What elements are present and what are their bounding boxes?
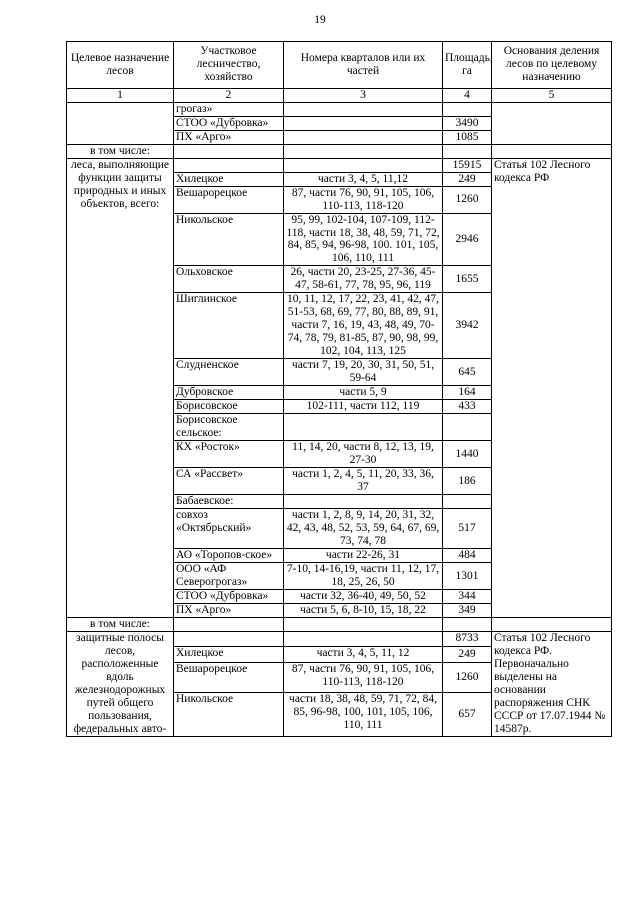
forestry-cell: грогаз» bbox=[174, 102, 284, 116]
quarters-cell: 10, 11, 12, 17, 22, 23, 41, 42, 47, 51-53, 68, 69, 77, 80, 88, 89, 91, части 7, 16, 19, 43, 48, 49, 70-74, 78, 79, 81-85, 87, 90, 98, 99, 102, 104, 113, 125 bbox=[284, 293, 443, 359]
column-number: 2 bbox=[174, 88, 284, 102]
column-number-row bbox=[67, 88, 612, 102]
header-area: Площадь, га bbox=[443, 42, 492, 89]
quarters-cell: части 1, 2, 4, 5, 11, 20, 33, 36, 37 bbox=[284, 468, 443, 495]
forestry-cell: ПХ «Арго» bbox=[174, 130, 284, 144]
quarters-cell: части 22-26, 31 bbox=[284, 549, 443, 563]
quarters-cell: части 3, 4, 5, 11, 12 bbox=[284, 647, 443, 662]
forestry-cell: совхоз «Октябрьский» bbox=[174, 509, 284, 549]
basis-cell bbox=[492, 102, 612, 144]
forestry-cell: Никольское bbox=[174, 213, 284, 266]
area-cell: 645 bbox=[443, 359, 492, 386]
table-row bbox=[67, 102, 612, 116]
purpose-cell bbox=[67, 102, 174, 144]
area-cell: 249 bbox=[443, 647, 492, 662]
header-forestry: Участковое лесничество, хозяйство bbox=[174, 42, 284, 89]
quarters-cell: части 7, 19, 20, 30, 31, 50, 51, 59-64 bbox=[284, 359, 443, 386]
section-total: 8733 bbox=[443, 632, 492, 647]
forestry-cell: Ольховское bbox=[174, 266, 284, 293]
area-cell bbox=[443, 414, 492, 441]
quarters-cell: части 5, 9 bbox=[284, 386, 443, 400]
purpose-cell: защитные полосы лесов, расположенные вдоль железнодорожных путей общего пользования, федеральных авто- bbox=[67, 632, 174, 737]
column-number: 3 bbox=[284, 88, 443, 102]
section-total: 15915 bbox=[443, 158, 492, 172]
area-cell bbox=[443, 495, 492, 509]
forestry-cell: Вешарорецкое bbox=[174, 662, 284, 692]
area-cell: 1085 bbox=[443, 130, 492, 144]
forestry-cell: Хилецкое bbox=[174, 647, 284, 662]
section-label: в том числе: bbox=[67, 144, 174, 158]
forestry-cell: ПХ «Арго» bbox=[174, 604, 284, 618]
column-number: 1 bbox=[67, 88, 174, 102]
forestry-cell: ООО «АФ Северогрогаз» bbox=[174, 563, 284, 590]
area-cell: 657 bbox=[443, 692, 492, 736]
area-cell: 2946 bbox=[443, 213, 492, 266]
forestry-cell: Дубровское bbox=[174, 386, 284, 400]
area-cell: 164 bbox=[443, 386, 492, 400]
forestry-cell: КХ «Росток» bbox=[174, 441, 284, 468]
forestry-cell: Хилецкое bbox=[174, 172, 284, 186]
forestry-cell: АО «Торопов-ское» bbox=[174, 549, 284, 563]
area-cell: 433 bbox=[443, 400, 492, 414]
column-number: 5 bbox=[492, 88, 612, 102]
basis-cell: Статья 102 Лесного кодекса РФ. Первоначально выделены на основании распоряжения СНК СССР от 17.07.1944 № 14587р. bbox=[492, 632, 612, 737]
area-cell: 186 bbox=[443, 468, 492, 495]
quarters-cell: 26, части 20, 23-25, 27-36, 45-47, 58-61, 77, 78, 95, 96, 119 bbox=[284, 266, 443, 293]
purpose-cell: леса, выполняющие функции защиты природных и иных объектов, всего: bbox=[67, 158, 174, 617]
header-quarters: Номера кварталов или их частей bbox=[284, 42, 443, 89]
forestry-cell: Борисовское bbox=[174, 400, 284, 414]
forestry-cell: СА «Рассвет» bbox=[174, 468, 284, 495]
quarters-cell: части 18, 38, 48, 59, 71, 72, 84, 85, 96-98, 100, 101, 105, 106, 110, 111 bbox=[284, 692, 443, 736]
table-header-row bbox=[67, 42, 612, 89]
section-total-row bbox=[67, 632, 612, 647]
basis-cell: Статья 102 Лесного кодекса РФ bbox=[492, 158, 612, 617]
forestry-cell: СТОО «Дубровка» bbox=[174, 590, 284, 604]
area-cell: 1440 bbox=[443, 441, 492, 468]
section-total-row bbox=[67, 158, 612, 172]
section-label-row bbox=[67, 144, 612, 158]
quarters-cell bbox=[284, 116, 443, 130]
area-cell: 517 bbox=[443, 509, 492, 549]
area-cell: 3942 bbox=[443, 293, 492, 359]
column-number: 4 bbox=[443, 88, 492, 102]
area-cell: 1260 bbox=[443, 186, 492, 213]
header-purpose: Целевое назначение лесов bbox=[67, 42, 174, 89]
quarters-cell: части 1, 2, 8, 9, 14, 20, 31, 32, 42, 43, 48, 52, 53, 59, 64, 67, 69, 73, 74, 78 bbox=[284, 509, 443, 549]
quarters-cell bbox=[284, 130, 443, 144]
section-label: в том числе: bbox=[67, 618, 174, 632]
section-label-row bbox=[67, 618, 612, 632]
forestry-cell: Слудненское bbox=[174, 359, 284, 386]
page-number: 19 bbox=[314, 14, 326, 26]
area-cell: 1301 bbox=[443, 563, 492, 590]
quarters-cell bbox=[284, 495, 443, 509]
area-cell: 1260 bbox=[443, 662, 492, 692]
forestry-cell: СТОО «Дубровка» bbox=[174, 116, 284, 130]
quarters-cell: 95, 99, 102-104, 107-109, 112-118, части 18, 38, 48, 59, 71, 72, 84, 85, 94, 96-98, 100. 101, 105, 106, 110, 111 bbox=[284, 213, 443, 266]
quarters-cell bbox=[284, 102, 443, 116]
area-cell: 3490 bbox=[443, 116, 492, 130]
forestry-cell: Никольское bbox=[174, 692, 284, 736]
area-cell: 344 bbox=[443, 590, 492, 604]
quarters-cell: 87, части 76, 90, 91, 105, 106, 110-113, 118-120 bbox=[284, 662, 443, 692]
quarters-cell: части 5, 6, 8-10, 15, 18, 22 bbox=[284, 604, 443, 618]
area-cell: 1655 bbox=[443, 266, 492, 293]
quarters-cell: 87, части 76, 90, 91, 105, 106, 110-113, 118-120 bbox=[284, 186, 443, 213]
header-basis: Основания деления лесов по целевому назначению bbox=[492, 42, 612, 89]
quarters-cell: части 3, 4, 5, 11,12 bbox=[284, 172, 443, 186]
area-cell: 349 bbox=[443, 604, 492, 618]
area-cell bbox=[443, 102, 492, 116]
area-cell: 484 bbox=[443, 549, 492, 563]
forestry-cell: Шиглинское bbox=[174, 293, 284, 359]
quarters-cell: части 32, 36-40, 49, 50, 52 bbox=[284, 590, 443, 604]
quarters-cell bbox=[284, 414, 443, 441]
forestry-cell: Вешарорецкое bbox=[174, 186, 284, 213]
quarters-cell: 102-111, части 112, 119 bbox=[284, 400, 443, 414]
quarters-cell: 7-10, 14-16,19, части 11, 12, 17, 18, 25, 26, 50 bbox=[284, 563, 443, 590]
forest-allocation-table bbox=[66, 41, 612, 737]
quarters-cell: 11, 14, 20, части 8, 12, 13, 19, 27-30 bbox=[284, 441, 443, 468]
area-cell: 249 bbox=[443, 172, 492, 186]
forestry-cell: Борисовское сельское: bbox=[174, 414, 284, 441]
forestry-cell: Бабаевское: bbox=[174, 495, 284, 509]
